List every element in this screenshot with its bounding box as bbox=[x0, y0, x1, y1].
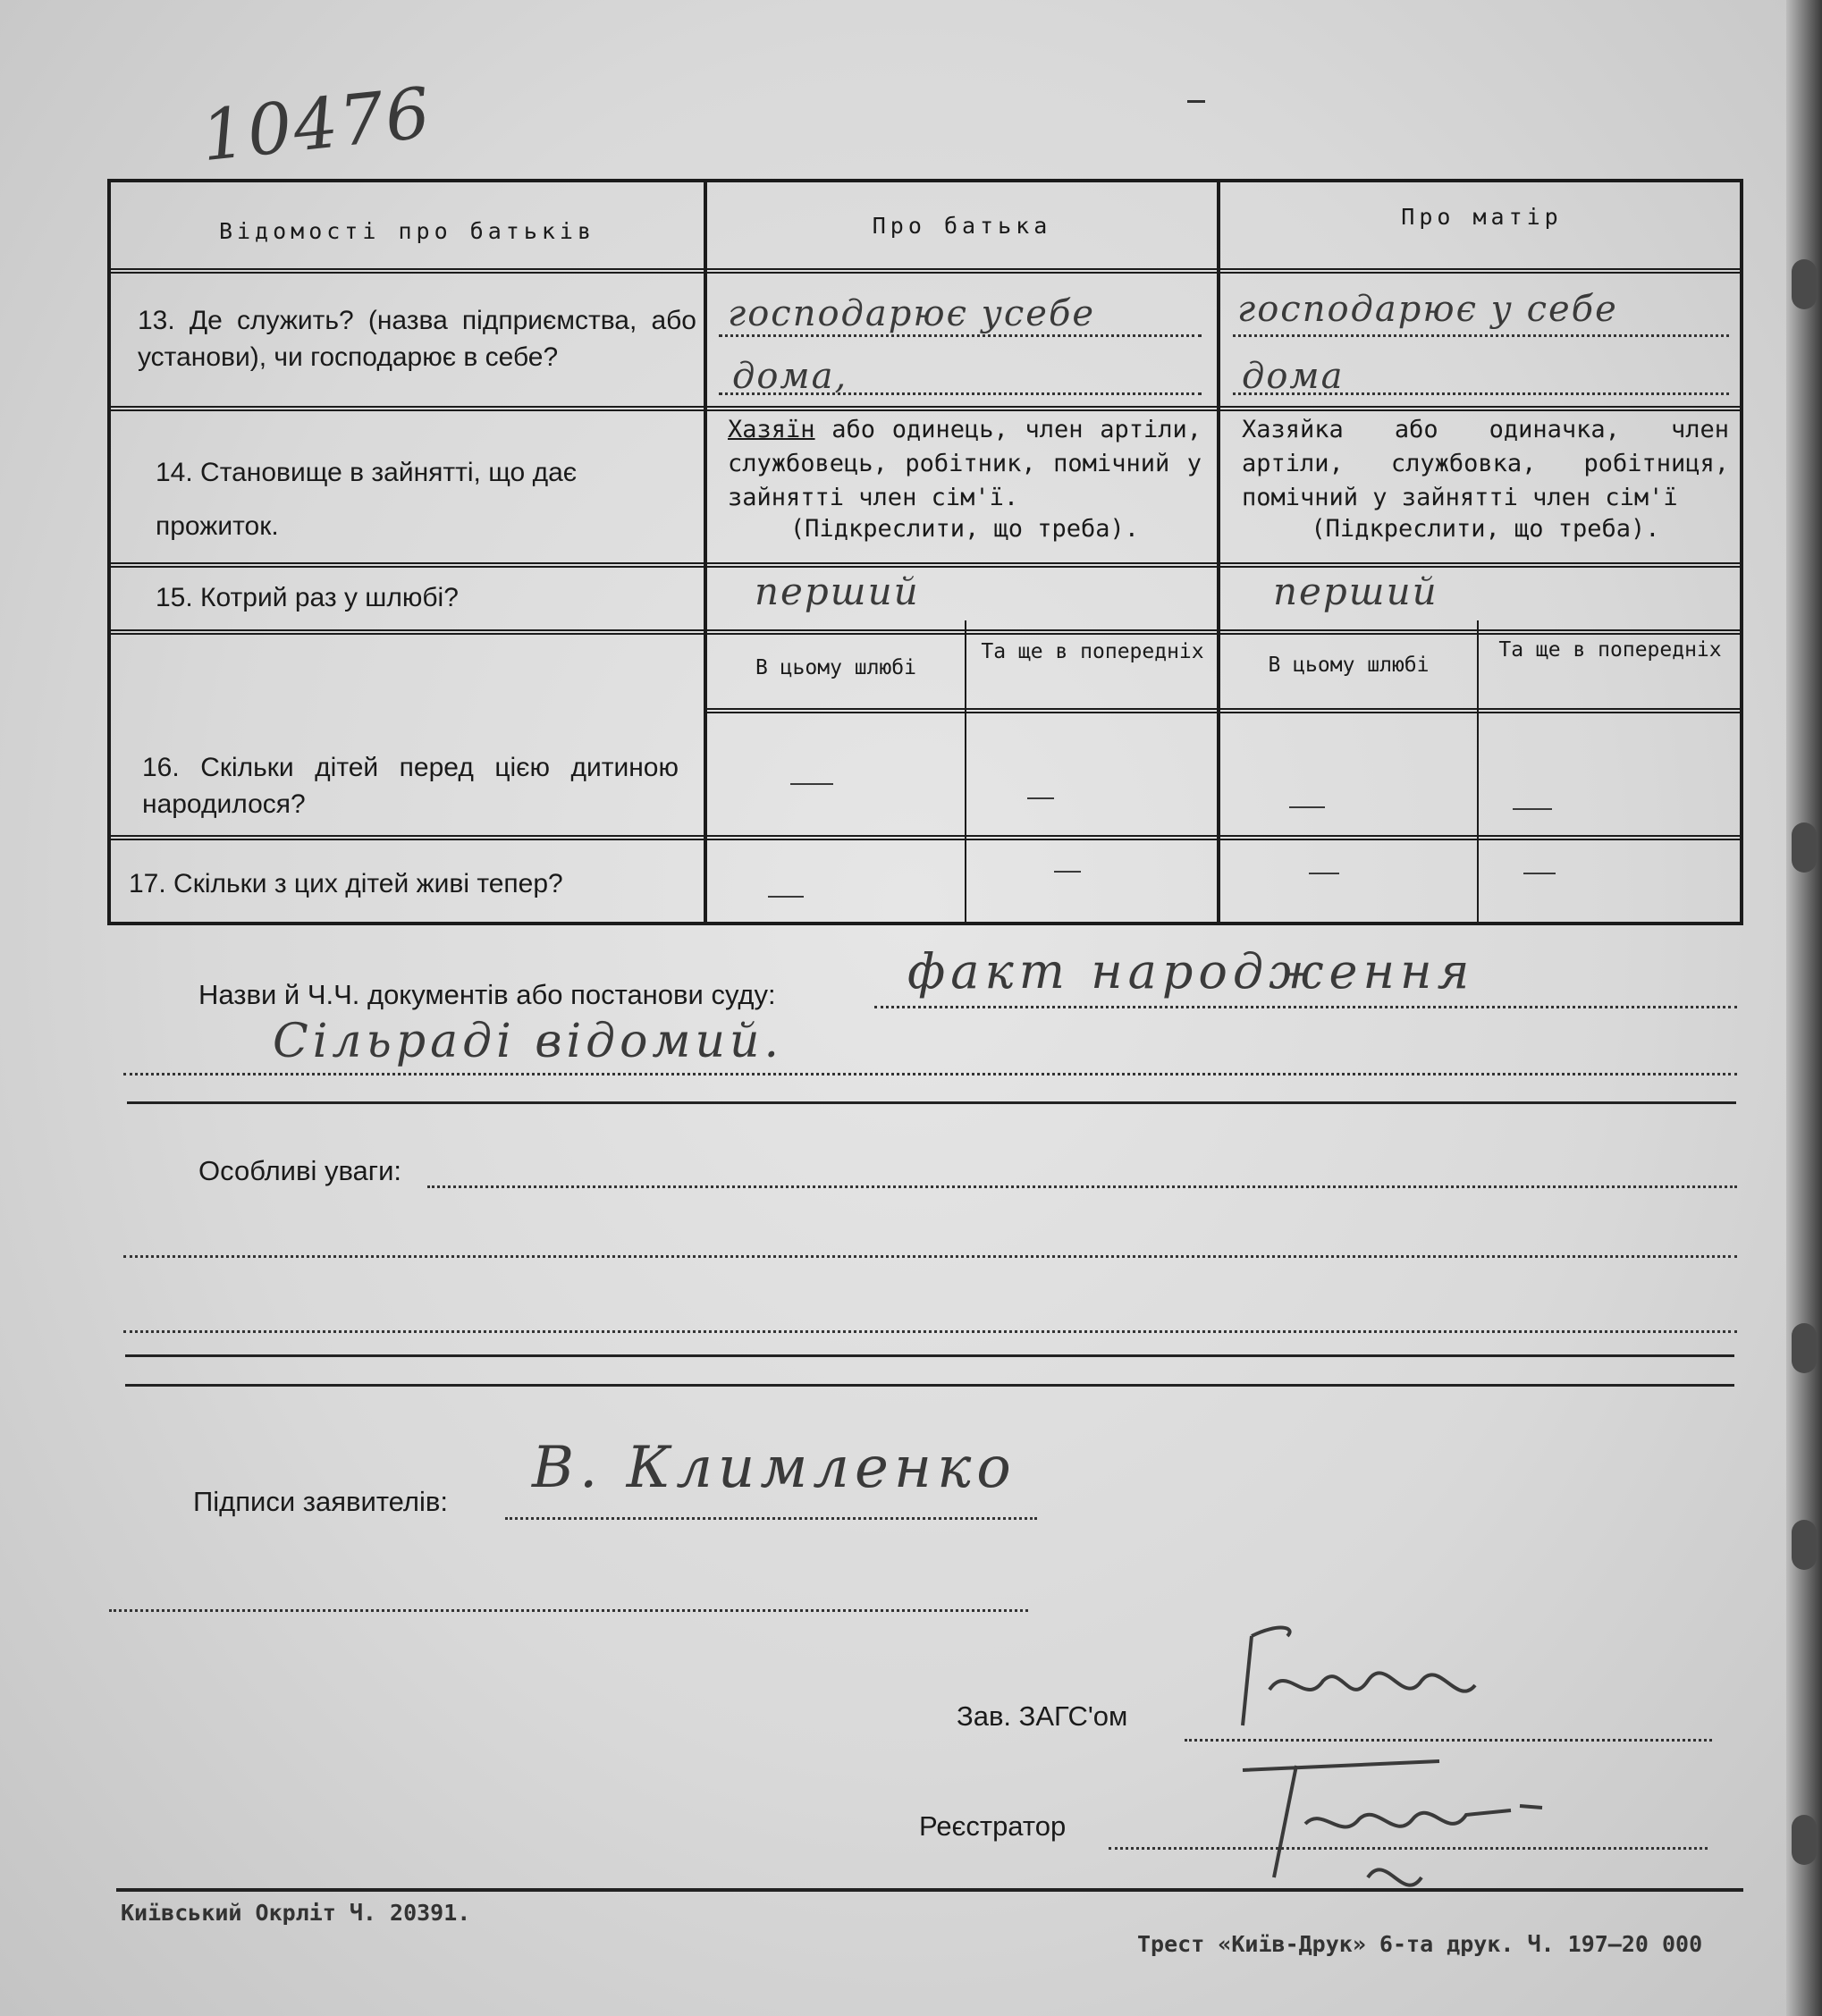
empty-value-dash bbox=[790, 783, 833, 785]
answer-line bbox=[1233, 392, 1729, 395]
empty-value-dash bbox=[1054, 871, 1081, 873]
remarks-line bbox=[427, 1185, 1737, 1188]
signatures-line bbox=[505, 1517, 1037, 1520]
binding-hole bbox=[1792, 1520, 1817, 1570]
remarks-line bbox=[123, 1255, 1737, 1258]
binding-hole bbox=[1792, 1815, 1817, 1865]
row13-father-answer: господарює усебе bbox=[728, 293, 1096, 334]
dash-mark bbox=[1187, 100, 1205, 103]
parents-info-table bbox=[107, 179, 1743, 925]
column-divider bbox=[1217, 182, 1220, 922]
binding-hole bbox=[1792, 822, 1817, 873]
empty-value-dash bbox=[1523, 873, 1556, 874]
documents-line bbox=[123, 1073, 1737, 1075]
signatures-line bbox=[109, 1609, 1028, 1612]
row14-mother-options: Хазяйка або одиначка, член артіли, службовка, робітниця, помічний у зайнятті член сім'ї bbox=[1242, 416, 1729, 511]
binding-hole bbox=[1792, 259, 1817, 309]
footer-right: Трест «Київ-Друк» 6-та друк. Ч. 197—20 000 bbox=[1137, 1931, 1703, 1957]
row-divider bbox=[111, 406, 1740, 411]
row14-question: 14. Становище в зайнятті, що дає прожиток. bbox=[156, 458, 578, 541]
separator-line bbox=[125, 1384, 1734, 1387]
footer-rule bbox=[116, 1888, 1743, 1892]
answer-line bbox=[719, 392, 1202, 395]
row13-father-answer-line2: дома, bbox=[732, 356, 848, 397]
column-divider bbox=[965, 620, 966, 922]
separator-line bbox=[127, 1101, 1736, 1104]
row15-question: 15. Котрий раз у шлюбі? bbox=[156, 583, 459, 612]
row14-father-note: (Підкреслити, що треба). bbox=[789, 515, 1140, 543]
row15-mother-answer: перший bbox=[1273, 569, 1438, 613]
empty-value-dash bbox=[768, 896, 804, 898]
row17-question: 17. Скільки з цих дітей живі тепер? bbox=[129, 869, 563, 898]
registrar-label: Реєстратор bbox=[919, 1810, 1067, 1842]
father-options-text: або одинець, член артіли, службовець, робітник, помічний у зайнятті член сім'ї. bbox=[728, 416, 1202, 511]
father-option-selected: Хазяїн bbox=[728, 416, 815, 443]
empty-value-dash bbox=[1513, 808, 1552, 810]
row-divider bbox=[111, 268, 1740, 274]
row13-question: 13. Де служить? (назва підприємства, або установи), чи господарює в себе? bbox=[138, 306, 696, 372]
row-divider bbox=[111, 562, 1740, 568]
registrar-signature bbox=[1189, 1743, 1573, 1922]
subheader-father-this-marriage: В цьому шлюбі bbox=[755, 656, 916, 679]
row14-mother-note: (Підкреслити, що треба). bbox=[1311, 515, 1660, 543]
subheader-mother-previous: Та ще в попередніх bbox=[1498, 638, 1722, 662]
header-mother: Про матір bbox=[1401, 204, 1563, 230]
applicant-signature: В. Климленко bbox=[532, 1435, 1016, 1501]
row13-mother-answer: господарює у себе bbox=[1237, 289, 1618, 330]
documents-value-line2: Сільраді відомий. bbox=[273, 1015, 784, 1068]
header-father: Про батька bbox=[872, 213, 1052, 239]
subheader-mother-this-marriage: В цьому шлюбі bbox=[1268, 654, 1430, 677]
header-parents-info: Відомості про батьків bbox=[218, 218, 596, 244]
row-divider bbox=[704, 708, 1740, 713]
zags-head-signature bbox=[1198, 1618, 1538, 1743]
remarks-line bbox=[123, 1330, 1737, 1333]
row-divider bbox=[111, 629, 1740, 635]
empty-value-dash bbox=[1027, 797, 1054, 799]
empty-value-dash bbox=[1309, 873, 1339, 874]
signatures-label: Підписи заявителів: bbox=[193, 1486, 448, 1517]
binding-hole bbox=[1792, 1323, 1817, 1373]
documents-line bbox=[874, 1006, 1737, 1008]
row16-question: 16. Скільки дітей перед цією дитиною народилося? bbox=[142, 753, 679, 819]
row13-mother-answer-line2: дома bbox=[1242, 356, 1345, 397]
documents-value-line1: факт народження bbox=[907, 943, 1475, 1000]
row-divider bbox=[111, 835, 1740, 840]
row14-father-options bbox=[728, 413, 1202, 514]
footer-left: Київський Окрліт Ч. 20391. bbox=[121, 1900, 471, 1926]
column-divider bbox=[704, 182, 707, 922]
zags-head-label: Зав. ЗАГС'ом bbox=[957, 1700, 1128, 1732]
remarks-label: Особливі уваги: bbox=[198, 1155, 402, 1186]
answer-line bbox=[1233, 334, 1729, 337]
empty-value-dash bbox=[1289, 806, 1325, 808]
column-divider bbox=[1477, 620, 1479, 922]
separator-line bbox=[125, 1354, 1734, 1357]
row15-father-answer: перший bbox=[755, 569, 920, 613]
archive-number: 10476 bbox=[198, 72, 436, 178]
subheader-father-previous: Та ще в попередніх bbox=[981, 640, 1204, 663]
documents-label: Назви й Ч.Ч. документів або постанови суду: bbox=[198, 979, 776, 1010]
